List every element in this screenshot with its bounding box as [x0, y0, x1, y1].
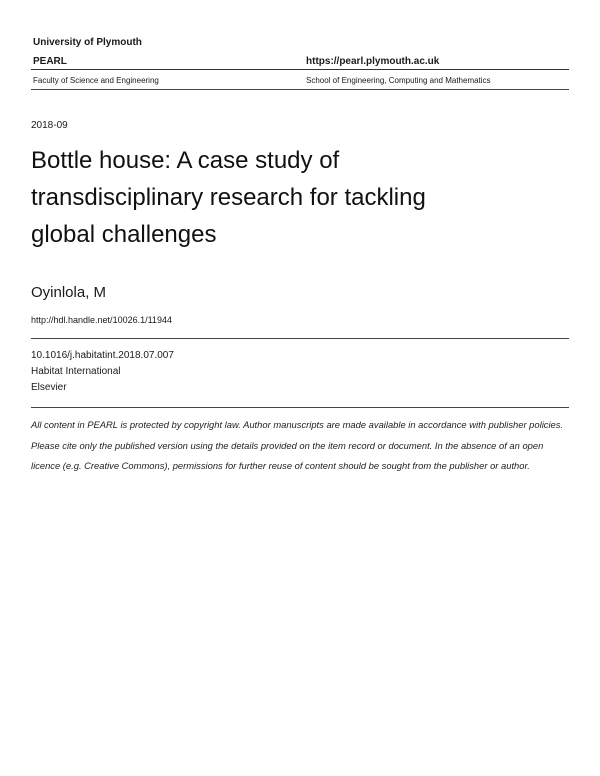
handle-url-link[interactable]: http://hdl.handle.net/10026.1/11944	[31, 315, 172, 325]
repository-url-link[interactable]: https://pearl.plymouth.ac.uk	[306, 56, 440, 67]
repository-name: PEARL	[33, 56, 67, 67]
document-title	[31, 142, 481, 253]
header-bottom-divider	[31, 89, 569, 90]
title-line-1: Bottle house: A case study of	[31, 147, 340, 174]
record-divider	[31, 338, 569, 339]
copyright-notice: All content in PEARL is protected by copyright law. Author manuscripts are made available in accordance with publisher policies. Please cite only the published version using the details provided on the item record or document. In the absence of an open licence (e.g. Creative Commons), permissions for further reuse of content should be sought from the publisher or author.	[31, 419, 564, 471]
title-line-2: transdisciplinary research for tackling	[31, 184, 426, 211]
publication-date: 2018-09	[31, 120, 68, 131]
publisher-name: Elsevier	[31, 382, 67, 393]
doi: 10.1016/j.habitatint.2018.07.007	[31, 350, 174, 361]
journal-name: Habitat International	[31, 366, 121, 377]
notice-divider	[31, 407, 569, 408]
institution-name: University of Plymouth	[33, 37, 142, 48]
title-line-3: global challenges	[31, 221, 217, 248]
faculty-name: Faculty of Science and Engineering	[33, 76, 159, 85]
school-name: School of Engineering, Computing and Mathematics	[306, 76, 491, 85]
header-divider	[31, 69, 569, 70]
author-name: Oyinlola, M	[31, 284, 107, 301]
